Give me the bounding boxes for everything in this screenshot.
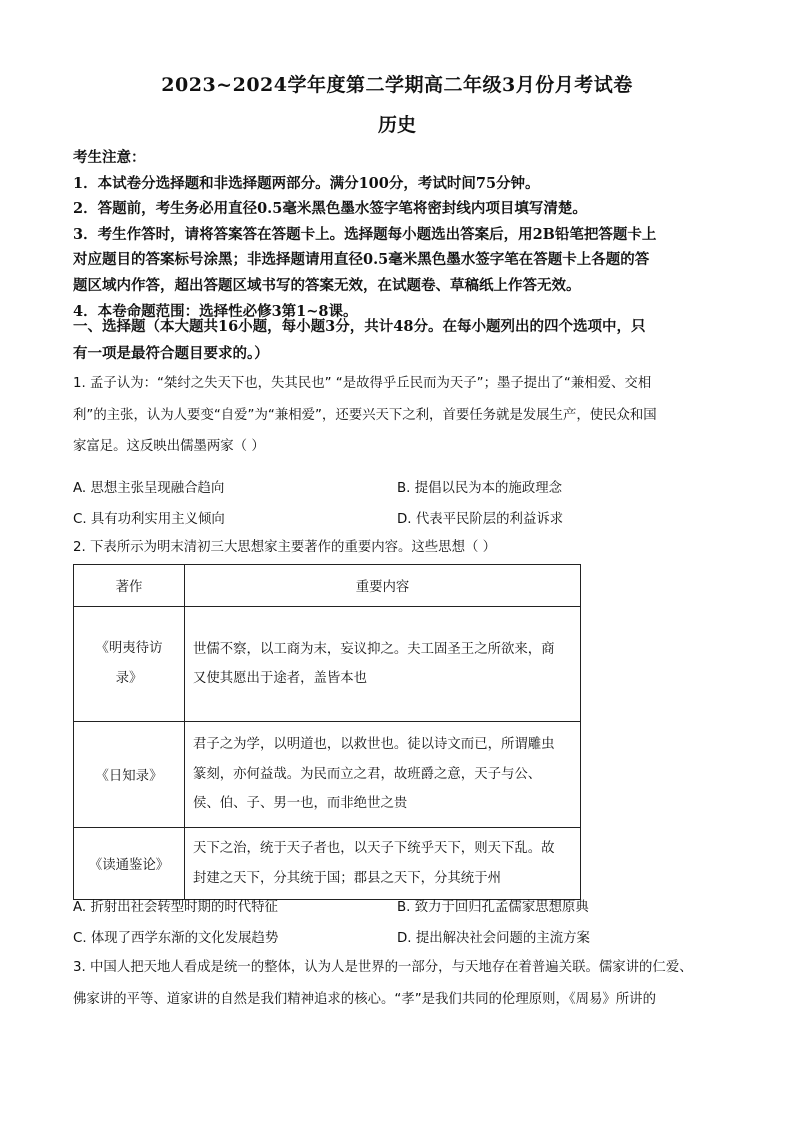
work-title-line: 《读通鉴论》: [88, 858, 170, 873]
question-line: 3. 中国人把天地人看成是统一的整体，认为人是世界的一部分，与天地存在着普遍关联。儒家讲的仁爱、: [73, 960, 693, 975]
table-header-row: [74, 565, 581, 607]
table-header-content: 重要内容: [185, 565, 581, 607]
notice-item: 3．考生作答时，请将答案答在答题卡上。选择题每小题选出答案后，用2B铅笔把答题卡上: [73, 225, 657, 243]
content-line: 篆刻，亦何益哉。为民而立之君，故班爵之意，天子与公、: [193, 766, 542, 782]
table-cell-work: [74, 828, 185, 900]
question-line: 2. 下表所示为明末清初三大思想家主要著作的重要内容。这些思想（ ）: [73, 540, 497, 555]
table-cell-content: [185, 607, 581, 722]
table-cell-work: [74, 607, 185, 722]
table-row: [74, 828, 581, 900]
option-d[interactable]: D. 代表平民阶层的利益诉求: [397, 512, 564, 527]
question-1-options: [73, 471, 723, 533]
exam-title: 2023~2024学年度第二学期高二年级3月份月考试卷: [161, 74, 633, 96]
notice-item: 2．答题前，考生务必用直径0.5毫米黑色墨水签字笔将密封线内项目填写清楚。: [73, 200, 587, 218]
table-cell-work: [74, 722, 185, 828]
question-line: 家富足。这反映出儒墨两家（ ）: [73, 439, 265, 454]
notice-item: 对应题目的答案标号涂黑；非选择题请用直径0.5毫米黑色墨水签字笔在答题卡上各题的答: [73, 251, 650, 269]
section-heading-line: 有一项是最符合题目要求的。）: [73, 345, 269, 362]
exam-subject: 历史: [377, 114, 416, 136]
question-1-stem: [73, 368, 723, 463]
work-title-line: 《日知录》: [95, 769, 163, 784]
content-line: 又使其愿出于途者，盖皆本也: [193, 671, 368, 686]
table-header-work: 著作: [74, 565, 185, 607]
work-title-line: 《明夷待访: [95, 641, 163, 656]
table-row: [74, 607, 581, 722]
table-cell-content: [185, 828, 581, 900]
question-line: 佛家讲的平等、道家讲的自然是我们精神追求的核心。“孝”是我们共同的伦理原则，《周易》所讲的: [73, 991, 656, 1007]
option-c[interactable]: C. 体现了西学东渐的文化发展趋势: [73, 931, 279, 946]
notice-item: 4．本卷命题范围：选择性必修3第1~8课。: [73, 302, 358, 320]
section-heading: [73, 313, 723, 367]
option-a[interactable]: A. 折射出社会转型时期的时代特征: [73, 900, 278, 915]
content-line: 世儒不察，以工商为末，妄议抑之。夫工固圣王之所欲来，商: [193, 641, 555, 657]
content-line: 封建之天下，分其统于国；郡县之天下，分其统于州: [193, 870, 501, 886]
option-c[interactable]: C. 具有功利实用主义倾向: [73, 512, 225, 527]
question-2-stem: [73, 532, 723, 564]
option-d[interactable]: D. 提出解决社会问题的主流方案: [397, 931, 590, 946]
notice-item: 题区域内作答，超出答题区域书写的答案无效，在试题卷、草稿纸上作答无效。: [73, 276, 581, 294]
candidate-notice: [73, 145, 733, 324]
option-b[interactable]: B. 致力于回归孔孟儒家思想原典: [397, 900, 589, 915]
notice-item: 1．本试卷分选择题和非选择题两部分。满分100分，考试时间75分钟。: [73, 174, 540, 192]
option-a[interactable]: A. 思想主张呈现融合趋向: [73, 481, 225, 496]
table-cell-content: [185, 722, 581, 828]
thinkers-table: [73, 564, 581, 900]
table-row: [74, 722, 581, 828]
question-line: 利”的主张，认为人要变“自爱”为“兼相爱”，还要兴天下之利，首要任务就是发展生产，使民众和国: [73, 407, 657, 423]
question-3-stem: [73, 952, 723, 1015]
content-line: 侯、伯、子、男一也，而非绝世之贵: [193, 796, 408, 812]
question-line: 1. 孟子认为：“桀纣之失天下也，失其民也” “是故得乎丘民而为天子”；墨子提出了“兼相爱、交相: [73, 376, 652, 391]
section-heading-line: 一、选择题（本大题共16小题，每小题3分，共计48分。在每小题列出的四个选项中，只: [73, 318, 646, 335]
content-line: 君子之为学，以明道也，以救世也。徒以诗文而已，所谓雕虫: [193, 737, 555, 753]
option-b[interactable]: B. 提倡以民为本的施政理念: [397, 481, 562, 496]
work-title-line: 录》: [115, 671, 143, 686]
question-2-options: [73, 890, 723, 952]
notice-heading: 考生注意：: [73, 149, 146, 166]
content-line: 天下之治，统于天子者也，以天子下统乎天下，则天下乱。故: [193, 841, 555, 856]
